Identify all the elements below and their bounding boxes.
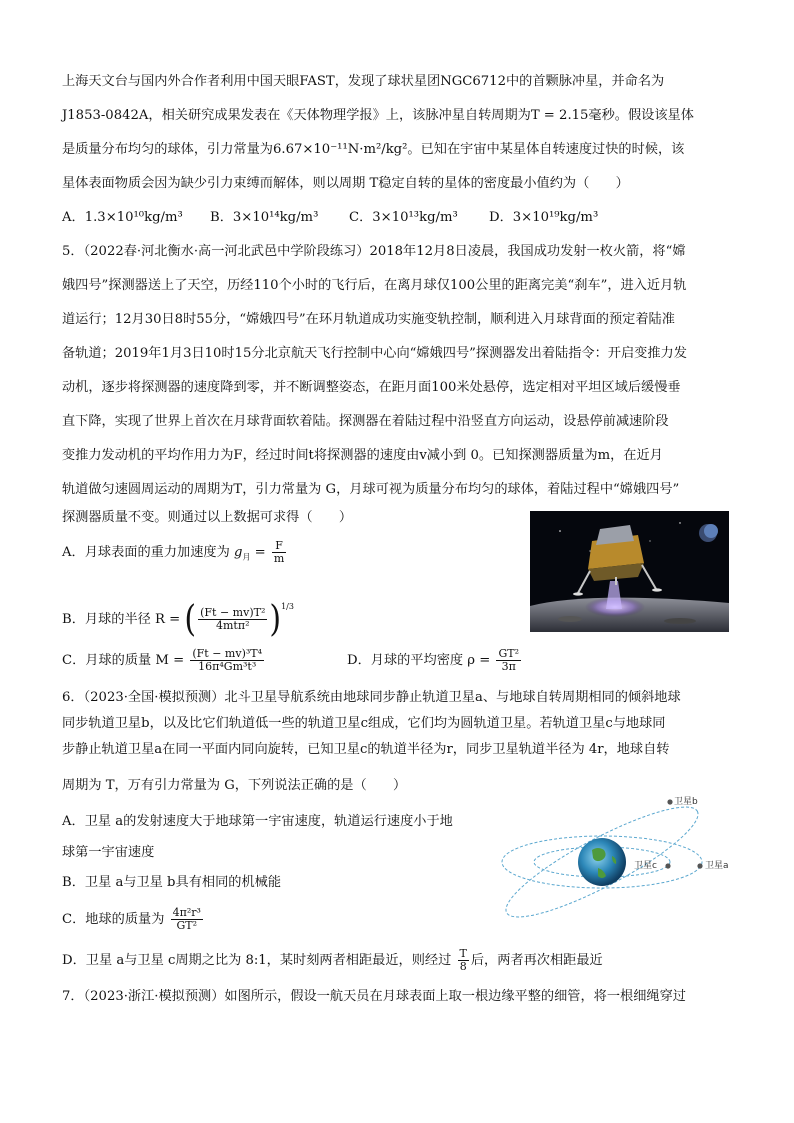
label-satellite-c: 卫星c <box>634 861 657 871</box>
q4-line-1: 上海天文台与国内外合作者利用中国天眼FAST，发现了球状星团NGC6712中的首颗脉冲星，并命名为 <box>62 74 665 89</box>
right-paren: ) <box>269 597 282 640</box>
option-value: 3×10¹⁹kg/m³ <box>512 210 599 225</box>
option-text: A．月球表面的重力加速度为 <box>62 545 230 560</box>
earth-icon <box>578 838 626 886</box>
q4-option-a <box>62 208 183 228</box>
q5-line-4: 备轨道；2019年1月3日10时15分北京航天飞行控制中心向“嫦娥四号”探测器发出着陆指令：开启变推力发 <box>62 346 687 361</box>
q5-line-7: 变推力发动机的平均作用力为F，经过时间t将探测器的速度由v减小到 0。已知探测器质量为m，在近月 <box>62 448 663 463</box>
fraction-density <box>496 648 521 673</box>
numerator: T <box>459 947 467 960</box>
q5-line-1: 5．（2022春·河北衡水·高一河北武邑中学阶段练习）2018年12月8日凌晨，我国成功发射一枚火箭，将“嫦 <box>62 244 686 259</box>
denominator: 8 <box>459 960 467 973</box>
q5-option-c <box>62 648 266 673</box>
q6-line-3: 步静止轨道卫星a在同一平面内同向旋转，已知卫星c的轨道半径为r，同步卫星轨道半径为 4r，地球自转 <box>62 742 670 757</box>
q6-line-4: 周期为 T，万有引力常量为 G，下列说法正确的是（ ） <box>62 778 407 793</box>
lunar-lander-image <box>530 511 729 632</box>
label-satellite-a: 卫星a <box>705 861 729 871</box>
satellite-b-dot <box>667 799 672 804</box>
fraction-radius <box>198 607 267 632</box>
denominator: 4mtπ² <box>216 619 250 632</box>
numerator: F <box>272 540 286 553</box>
q6-option-a-line-2: 球第一宇宙速度 <box>62 845 155 860</box>
q4-option-c <box>349 208 458 228</box>
option-label: D． <box>489 210 513 225</box>
q5-line-3: 道运行；12月30日8时55分，“嫦娥四号”在环月轨道成功实施变轨控制，顺利进入月球背面的预定着陆准 <box>62 312 675 327</box>
q5-line-6: 直下降，实现了世界上首次在月球背面软着陆。探测器在着陆过程中沿竖直方向运动，设悬停前减速阶段 <box>62 414 669 429</box>
q4-line-3: 是质量分布均匀的球体，引力常量为6.67×10⁻¹¹N·m²/kg²。已知在宇宙中某星体自转速度过快的时候，该 <box>62 142 685 157</box>
formula-lhs: R = <box>155 612 181 627</box>
q5-option-b <box>62 597 294 640</box>
q5-option-d <box>347 648 523 673</box>
q6-line-1: 6．（2023·全国·模拟预测）北斗卫星导航系统由地球同步静止轨道卫星a、与地球自转周期相同的倾斜地球 <box>62 690 681 705</box>
q5-line-9: 探测器质量不变。则通过以上数据可求得（ ） <box>62 510 353 525</box>
formula-lhs: g <box>233 545 243 560</box>
q4-line-2: J1853-0842A，相关研究成果发表在《天体物理学报》上，该脉冲星自转周期为T = 2.15毫秒。假设该星体 <box>62 108 694 123</box>
fraction-f-over-m <box>272 540 286 565</box>
denominator: 3π <box>501 660 516 673</box>
formula-subscript: 月 <box>242 552 251 562</box>
option-text-tail: 后，两者再次相距最近 <box>470 953 603 968</box>
denominator: 16π⁴Gm³t³ <box>198 660 257 673</box>
numerator: 4π²r³ <box>172 906 201 919</box>
q4-line-4: 星体表面物质会因为缺少引力束缚而解体，则以周期 T稳定自转的星体的密度最小值约为（ ） <box>62 176 629 191</box>
q5-line-5: 动机，逐步将探测器的速度降到零，并不断调整姿态，在距月面100米处悬停，选定相对平坦区域后缓慢垂 <box>62 380 681 395</box>
denominator: m <box>273 552 285 565</box>
q7-line-1: 7．（2023·浙江·模拟预测）如图所示，假设一航天员在月球表面上取一根边缘平整的细管，将一根细绳穿过 <box>62 989 686 1004</box>
label-satellite-b: 卫星b <box>674 797 698 807</box>
orbit-diagram <box>494 790 734 930</box>
numerator: (Ft − mv)³T⁴ <box>192 647 263 660</box>
option-value: 3×10¹³kg/m³ <box>372 210 458 225</box>
q6-line-2: 同步轨道卫星b，以及比它们轨道低一些的轨道卫星c组成，它们均为圆轨道卫星。若轨道卫星c与地球同 <box>62 716 666 731</box>
fraction-earth-mass <box>171 907 203 932</box>
option-label: B． <box>210 210 233 225</box>
left-paren: ( <box>184 597 197 640</box>
option-text: D．月球的平均密度 <box>347 653 464 668</box>
option-label: A． <box>62 210 85 225</box>
formula-lhs: ρ = <box>467 653 491 668</box>
q6-option-a-line-1: A．卫星 a的发射速度大于地球第一宇宙速度，轨道运行速度小于地 <box>62 814 453 829</box>
q5-option-a <box>62 540 288 568</box>
option-value: 1.3×10¹⁰kg/m³ <box>84 210 183 225</box>
q4-option-b <box>210 208 318 228</box>
satellite-orbit-figure <box>494 790 734 930</box>
satellite-c-dot <box>665 863 670 868</box>
numerator: (Ft − mv)T² <box>200 606 266 619</box>
q5-line-8: 轨道做匀速圆周运动的周期为T，引力常量为 G，月球可视为质量分布均匀的球体，着陆过程中“嫦娥四号” <box>62 482 680 497</box>
q5-line-2: 娥四号”探测器送上了天空，历经110个小时的飞行后，在离月球仅100公里的距离完美“刹车”，进入近月轨 <box>62 278 687 293</box>
q6-option-d <box>62 948 603 973</box>
denominator: GT² <box>176 919 198 932</box>
option-text: C．地球的质量为 <box>62 912 165 927</box>
lunar-lander-illustration <box>530 511 729 632</box>
fraction-t-over-8 <box>458 948 469 973</box>
option-value: 3×10¹⁴kg/m³ <box>232 210 319 225</box>
option-text: B．月球的半径 <box>62 612 151 627</box>
formula-g: $g_月$ = <box>233 545 266 562</box>
option-text: C．月球的质量 <box>62 653 152 668</box>
option-text: D．卫星 a与卫星 c周期之比为 8:1，某时刻两者相距最近，则经过 <box>62 953 452 968</box>
fraction-mass <box>190 648 264 673</box>
formula-lhs: M = <box>155 653 185 668</box>
q6-option-c <box>62 907 205 932</box>
satellite-a-dot <box>697 863 702 868</box>
option-label: C． <box>349 210 373 225</box>
q4-option-d <box>489 208 598 228</box>
exponent: 1/3 <box>281 602 294 611</box>
q6-option-b: B．卫星 a与卫星 b具有相同的机械能 <box>62 875 282 890</box>
numerator: GT² <box>498 647 520 660</box>
